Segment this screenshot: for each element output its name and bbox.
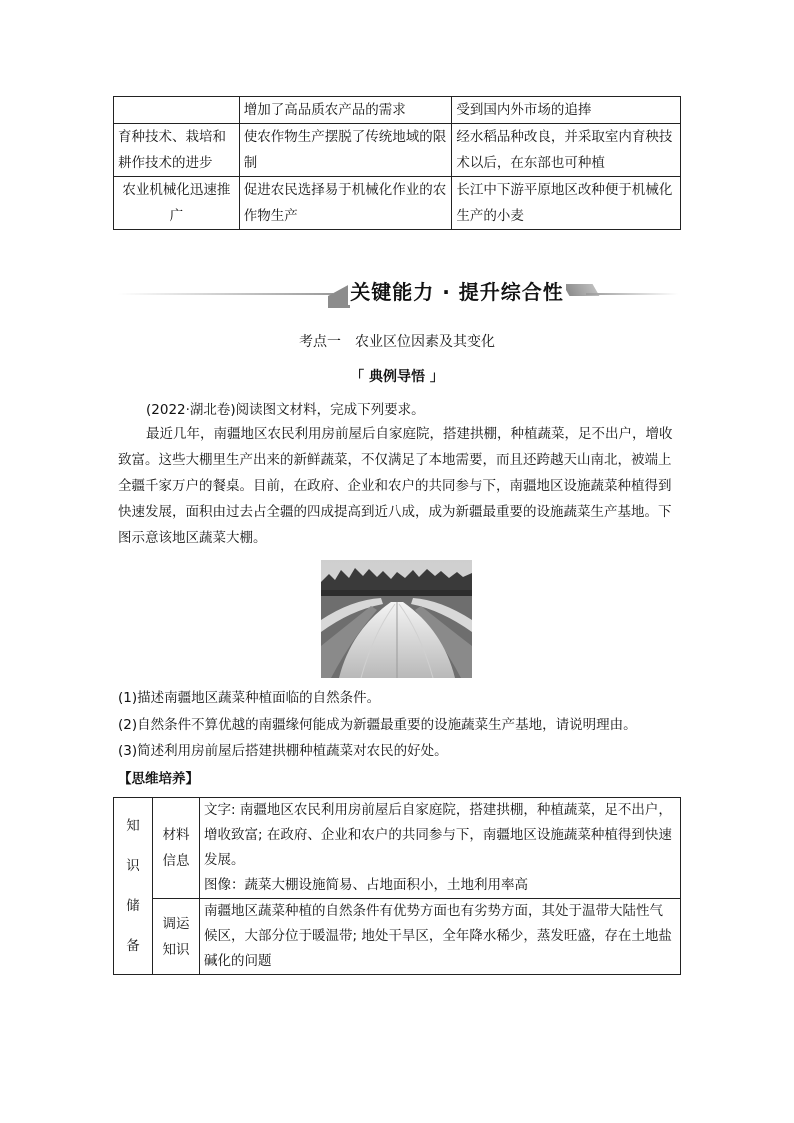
row-text-cell [200,798,681,899]
table-cell [114,97,240,124]
row-text: 图像：蔬菜大棚设施简易、占地面积小，土地利用率高 [204,877,528,893]
banner-tab-left [328,284,350,308]
table-cell: 使农作物生产摆脱了传统地域的限制 [239,124,452,177]
banner-divider-left [118,293,333,295]
row-label-line: 材料 [162,827,190,843]
factor-change-table [113,96,681,230]
row-label-cell [153,798,200,899]
table-cell: 长江中下游平原地区改种便于机械化生产的小麦 [452,177,681,230]
table-row [114,177,681,230]
question-2: (2)自然条件不算优越的南疆缘何能成为新疆最重要的设施蔬菜生产基地，请说明理由。 [118,717,637,733]
row-text: 文字: 南疆地区农民利用房前屋后自家庭院，搭建拱棚，种植蔬菜，足不出户，增收致富; 在政府、企业和农户的共同参与下，南疆地区设施蔬菜种植得到快速发展。 [204,802,672,868]
knowledge-char: 识 [126,858,140,874]
table-cell: 促进农民选择易于机械化作业的农作物生产 [239,177,452,230]
table-row [114,124,681,177]
knowledge-char: 储 [126,898,140,914]
question-source: (2022·湖北卷)阅读图文材料，完成下列要求。 [146,402,425,418]
question-1: (1)描述南疆地区蔬菜种植面临的自然条件。 [118,690,381,706]
table-row [114,97,681,124]
row-text: 南疆地区蔬菜种植的自然条件有优势方面也有劣势方面，其处于温带大陆性气候区，大部分位于暖温带; 地处干旱区，全年降水稀少，蒸发旺盛，存在土地盐碱化的问题 [204,903,672,969]
row-label-line: 信息 [162,853,190,869]
row-text-cell [200,899,681,975]
topic-heading: 考点一 农业区位因素及其变化 [299,334,495,350]
row-label-line: 调运 [162,915,190,932]
table-row [114,899,681,975]
knowledge-char: 备 [126,938,140,954]
table-row [114,798,681,899]
thinking-heading: 【思维培养】 [118,771,199,787]
greenhouse-photo [321,560,472,678]
greenhouse-image [321,560,472,678]
question-3: (3)简述利用房前屋后搭建拱棚种植蔬菜对农民的好处。 [118,743,448,759]
row-label-cell [153,899,200,975]
knowledge-label-cell [114,798,153,975]
table-cell: 农业机械化迅速推广 [114,177,240,230]
table-cell: 经水稻品种改良，并采取室内育秧技术以后，在东部也可种植 [452,124,681,177]
table-cell: 增加了高品质农产品的需求 [239,97,452,124]
section-banner [118,272,678,308]
row-label-line: 知识 [162,941,190,958]
table-cell: 受到国内外市场的追捧 [452,97,681,124]
table-cell: 育种技术、栽培和耕作技术的进步 [114,124,240,177]
banner-divider-right [586,293,678,295]
knowledge-table [113,797,681,975]
knowledge-char: 知 [126,818,140,834]
material-text: 最近几年，南疆地区农民利用房前屋后自家庭院，搭建拱棚，种植蔬菜，足不出户，增收致富。这些大棚里生产出来的新鲜蔬菜，不仅满足了本地需要，而且还跨越天山南北，被端上全疆千家万户的餐桌。目前，在政府、企业和农户的共同参与下，南疆地区设施蔬菜种植得到快速发展，面积由过去占全疆的四成提高到近八成，成为新疆最重要的设施蔬菜生产基地。下图示意该地区蔬菜大棚。 [118,426,673,546]
section-title: 关键能力 · 提升综合性 [348,276,566,305]
example-heading: 「 典例导悟 」 [350,369,444,385]
